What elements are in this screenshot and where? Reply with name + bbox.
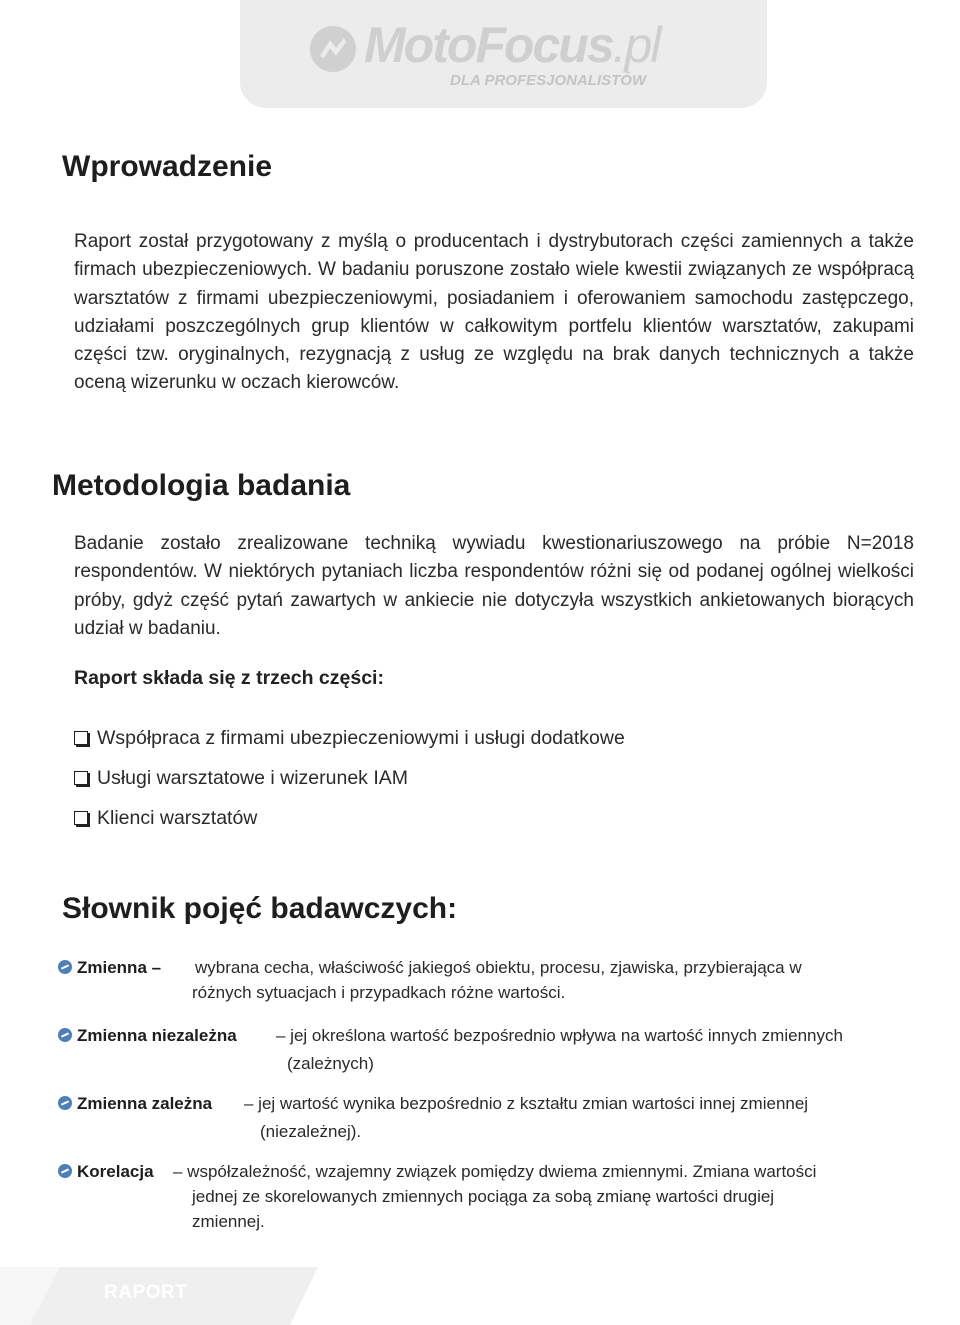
intro-paragraph: Raport został przygotowany z myślą o producentach i dystrybutorach części zamiennych a także firmach ubezpieczeniowych. W badaniu poruszone zostało wiele kwestii związanych ze współpracą warsztatów z firmami ubezpieczeniowymi, posiadaniem i oferowaniem samochodu zastępczego, udziałami poszczególnych grup klientów w całkowitym portfelu klientów warsztatów, zakupami części tzw. oryginalnych, rezygnacją z usług ze względu na brak danych technicznych a także oceną wizerunku w oczach kierowców. bbox=[74, 231, 914, 394]
term-name: Zmienna – bbox=[77, 958, 162, 977]
methodology-heading: Metodologia badania bbox=[52, 469, 351, 502]
term-definition: – współzależność, wzajemny związek pomiędzy dwiema zmiennymi. Zmiana wartości bbox=[173, 1162, 817, 1181]
intro-heading: Wprowadzenie bbox=[62, 150, 273, 183]
bullet-icon bbox=[58, 1164, 72, 1178]
logo-icon bbox=[310, 26, 356, 72]
methodology-paragraph: Badanie zostało zrealizowane techniką wywiadu kwestionariuszowego na próbie N=2018 respondentów. W niektórych pytaniach liczba respondentów różni się od podanej ogólnej wielkości próby, gdyż część pytań zawartych w ankiecie nie dotyczyła wszystkich ankietowanych biorących udział w badaniu. bbox=[74, 533, 914, 639]
logo-wordmark: MotoFocus.pl bbox=[364, 17, 660, 73]
term-definition-cont: (niezależnej). bbox=[260, 1122, 362, 1141]
parts-title: Raport składa się z trzech części: bbox=[74, 667, 384, 689]
glossary-term bbox=[58, 955, 958, 1005]
checkbox-icon bbox=[74, 811, 88, 825]
term-name: Zmienna niezależna bbox=[77, 1026, 237, 1045]
logo-tagline: DLA PROFESJONALISTÓW bbox=[450, 72, 647, 89]
term-name: Zmienna zależna bbox=[77, 1094, 213, 1113]
bullet-icon bbox=[58, 1028, 72, 1042]
part-item: Współpraca z firmami ubezpieczeniowymi i usługi dodatkowe bbox=[74, 727, 625, 750]
part-item: Usługi warsztatowe i wizerunek IAM bbox=[74, 767, 408, 790]
glossary-heading: Słownik pojęć badawczych: bbox=[62, 892, 458, 925]
header-logo bbox=[240, 0, 767, 108]
term-definition: – jej określona wartość bezpośrednio wpływa na wartość innych zmiennych bbox=[276, 1026, 843, 1045]
footer-label: RAPORT bbox=[104, 1282, 188, 1303]
term-name: Korelacja bbox=[77, 1162, 154, 1181]
term-definition: wybrana cecha, właściwość jakiegoś obiektu, procesu, zjawiska, przybierająca w bbox=[195, 958, 802, 977]
glossary-term bbox=[58, 1159, 958, 1234]
checkbox-icon bbox=[74, 731, 88, 745]
bullet-icon bbox=[58, 1096, 72, 1110]
term-definition-cont: różnych sytuacjach i przypadkach różne wartości. bbox=[192, 983, 566, 1002]
term-definition-cont: (zależnych) bbox=[287, 1054, 374, 1073]
term-definition-cont: zmiennej. bbox=[192, 1212, 265, 1231]
glossary-term bbox=[58, 1023, 958, 1079]
bullet-icon bbox=[58, 960, 72, 974]
term-definition: – jej wartość wynika bezpośrednio z kształtu zmian wartości innej zmiennej bbox=[244, 1094, 809, 1113]
checkbox-icon bbox=[74, 771, 88, 785]
part-item: Klienci warsztatów bbox=[74, 807, 257, 830]
glossary-term bbox=[58, 1091, 958, 1147]
footer-band bbox=[0, 1267, 960, 1325]
term-definition-cont: jednej ze skorelowanych zmiennych pociąga za sobą zmianę wartości drugiej bbox=[192, 1187, 775, 1206]
